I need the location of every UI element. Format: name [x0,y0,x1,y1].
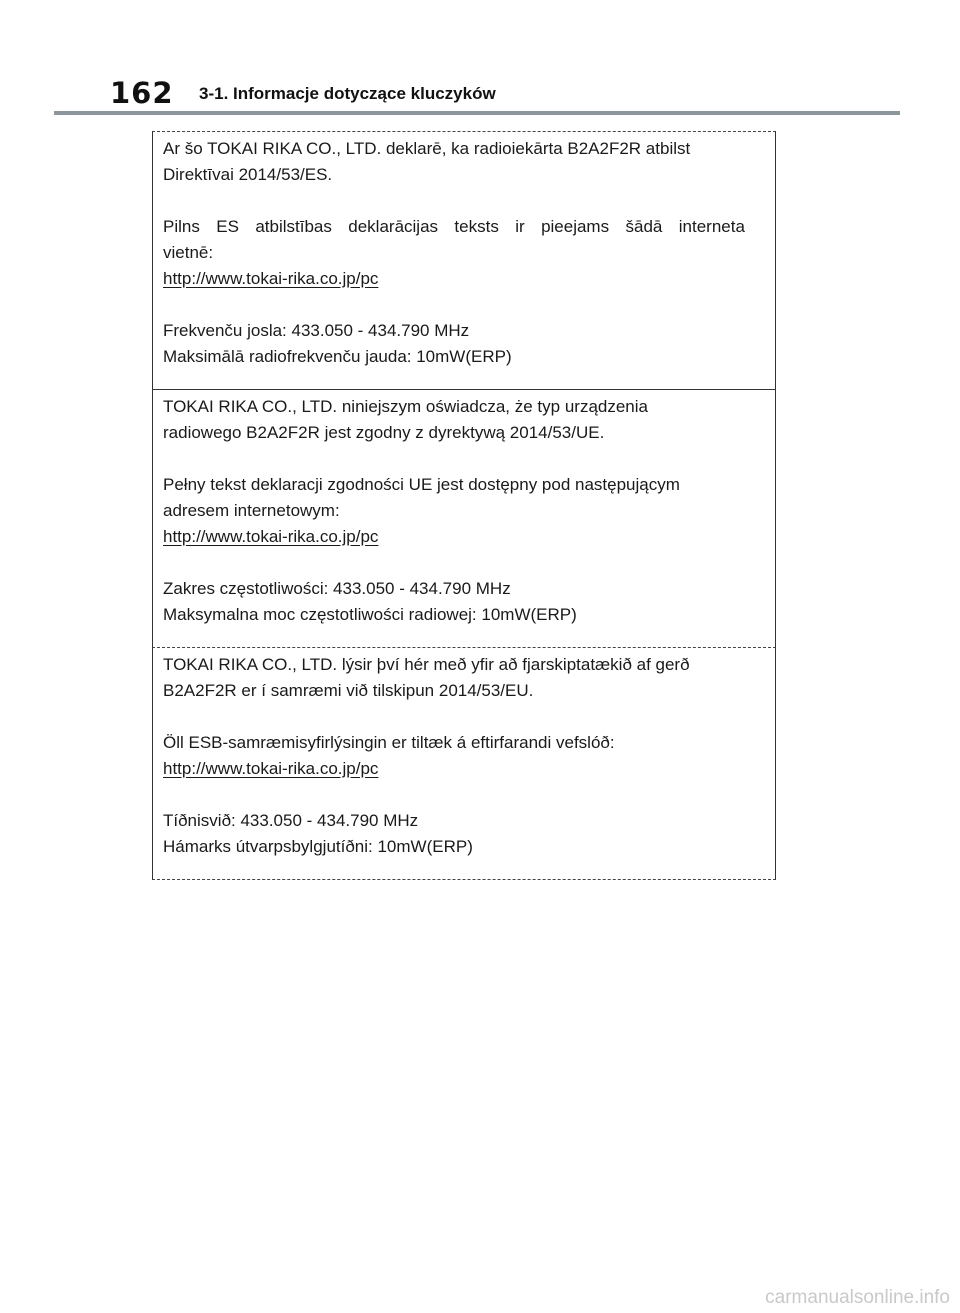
watermark: carmanualsonline.info [765,1287,950,1308]
declaration-text: Ar šo TOKAI RIKA CO., LTD. deklarē, ka radioiekārta B2A2F2R atbilst [163,139,691,158]
declaration-text: TOKAI RIKA CO., LTD. niniejszym oświadcza, że typ urządzenia [163,397,648,416]
section-title: 3-1. Informacje dotyczące kluczyków [199,84,496,103]
header-rule [54,111,900,115]
declaration-box-latvian [152,131,776,389]
fulltext-availability: Pełny tekst deklaracji zgodności UE jest dostępny pod następującym [163,475,680,494]
declaration-url-link[interactable]: http://www.tokai-rika.co.jp/pc [163,527,379,546]
declaration-text: B2A2F2R er í samræmi við tilskipun 2014/53/EU. [163,681,534,700]
max-power: Hámarks útvarpsbylgjutíðni: 10mW(ERP) [163,837,473,856]
frequency-band: Zakres częstotliwości: 433.050 - 434.790 MHz [163,579,511,598]
page-number: 162 [110,76,174,110]
declaration-text: TOKAI RIKA CO., LTD. lýsir því hér með yfir að fjarskiptatækið af gerð [163,655,690,674]
fulltext-availability: adresem internetowym: [163,501,340,520]
fulltext-availability: vietnē: [163,243,214,262]
declaration-text: Direktīvai 2014/53/ES. [163,165,333,184]
declaration-box-polish [152,389,776,647]
frequency-band: Frekvenču josla: 433.050 - 434.790 MHz [163,321,470,340]
declaration-url-link[interactable]: http://www.tokai-rika.co.jp/pc [163,269,379,288]
frequency-band: Tíðnisvið: 433.050 - 434.790 MHz [163,811,419,830]
max-power: Maksimālā radiofrekvenču jauda: 10mW(ERP) [163,347,512,366]
fulltext-availability: Pilns ES atbilstības deklarācijas teksts ir pieejams šādā interneta [163,217,745,236]
declaration-url-link[interactable]: http://www.tokai-rika.co.jp/pc [163,759,379,778]
fulltext-availability: Öll ESB-samræmisyfirlýsingin er tiltæk á eftirfarandi vefslóð: [163,733,615,752]
declaration-box-icelandic [152,647,776,880]
max-power: Maksymalna moc częstotliwości radiowej: 10mW(ERP) [163,605,577,624]
declaration-text: radiowego B2A2F2R jest zgodny z dyrektywą 2014/53/UE. [163,423,605,442]
page-header [0,0,960,120]
